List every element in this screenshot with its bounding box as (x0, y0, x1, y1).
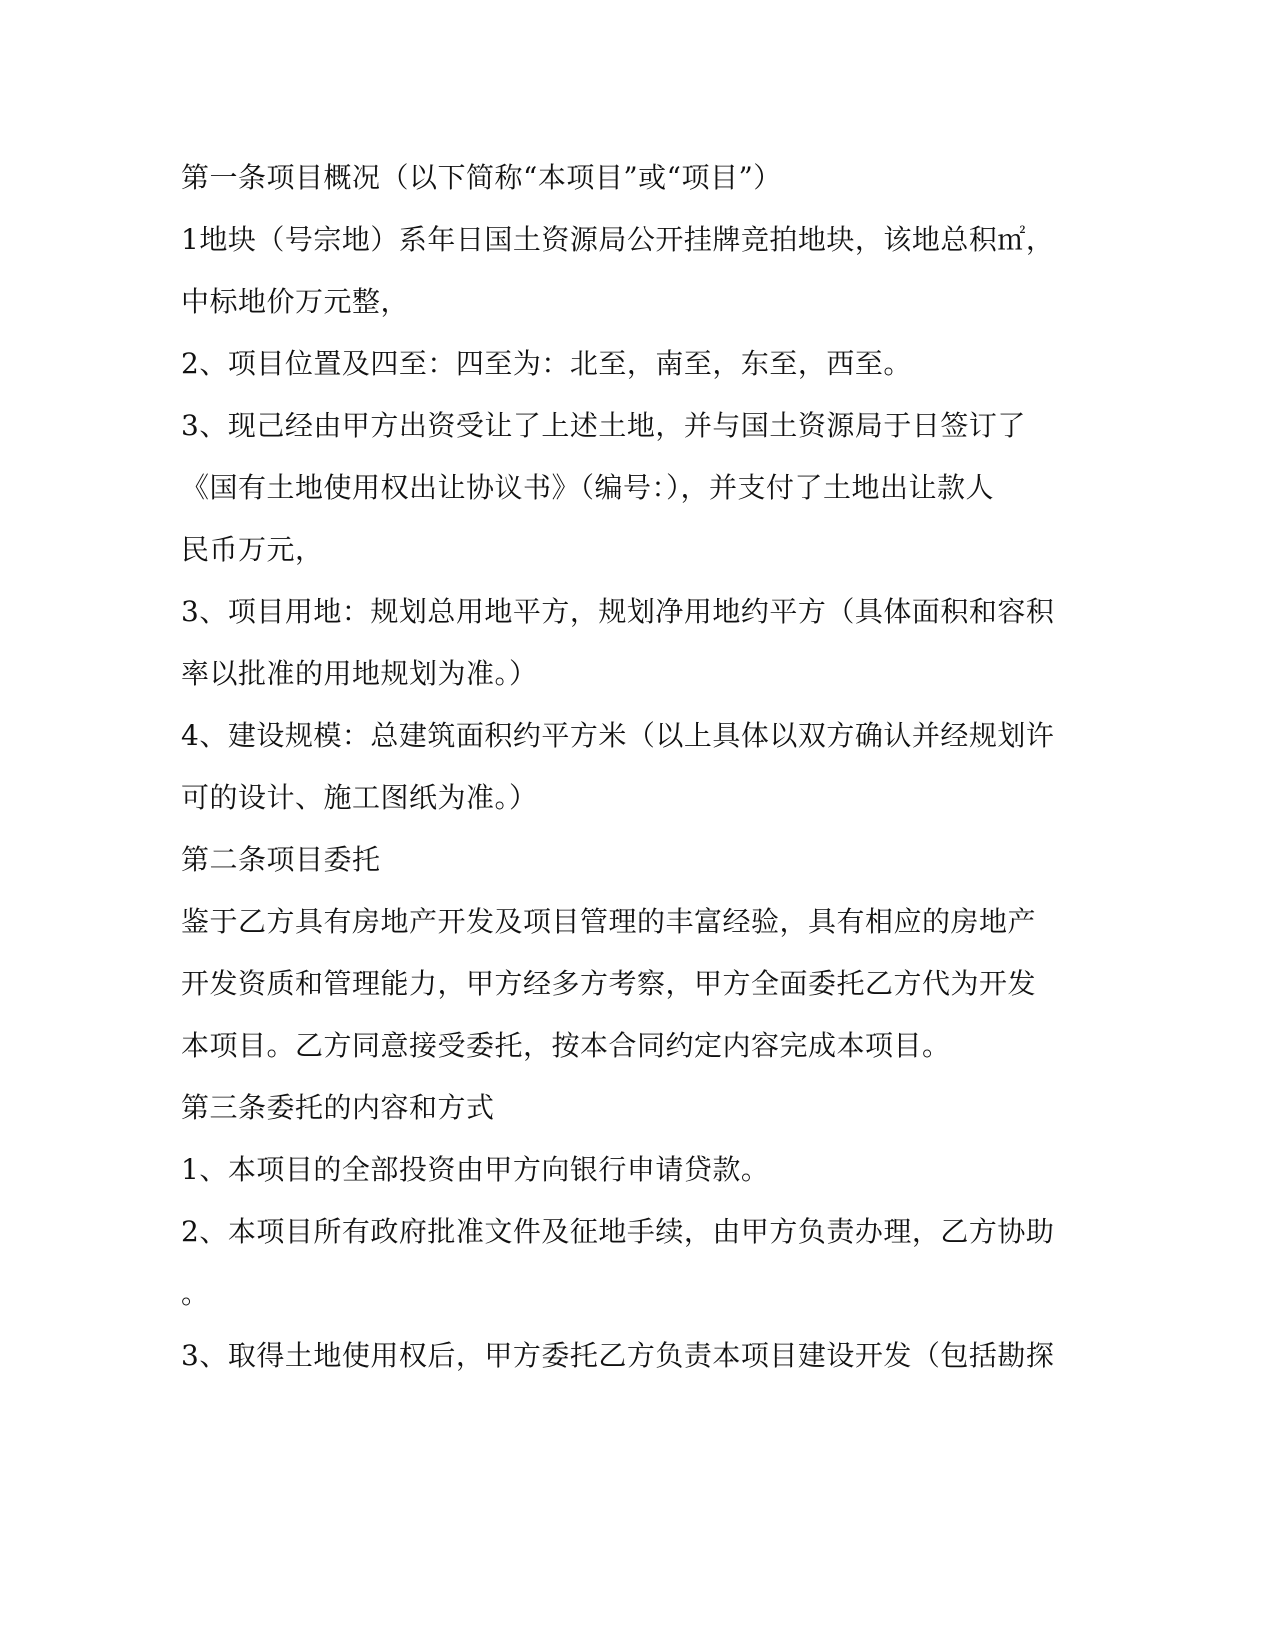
paragraph-line: 。 (181, 1277, 210, 1310)
paragraph-line: 3、取得土地使用权后，甲方委托乙方负责本项目建设开发（包括勘探 (181, 1339, 1055, 1372)
paragraph-line: 4、建设规模：总建筑面积约平方米（以上具体以双方确认并经规划许 (181, 719, 1055, 752)
paragraph-line: 《国有土地使用权出让协议书》（编号：），并支付了土地出让款人 (181, 471, 995, 504)
paragraph-line: 中标地价万元整， (181, 285, 410, 318)
section-2-heading: 第二条项目委托 (181, 843, 381, 876)
paragraph-line: 鉴于乙方具有房地产开发及项目管理的丰富经验，具有相应的房地产 (181, 905, 1037, 938)
section-3-heading: 第三条委托的内容和方式 (181, 1091, 495, 1124)
paragraph-line: 民币万元， (181, 533, 324, 566)
section-1-heading: 第一条项目概况（以下简称“本项目”或“项目”） (181, 161, 782, 194)
paragraph-line: 1、本项目的全部投资由甲方向银行申请贷款。 (181, 1153, 770, 1186)
paragraph-line: 可的设计、施工图纸为准。） (181, 781, 538, 814)
paragraph-line: 3、项目用地：规划总用地平方，规划净用地约平方（具体面积和容积 (181, 595, 1055, 628)
paragraph-line: 率以批准的用地规划为准。） (181, 657, 538, 690)
paragraph-line: 2、项目位置及四至：四至为：北至，南至，东至，西至。 (181, 347, 912, 380)
paragraph-line: 2、本项目所有政府批准文件及征地手续，由甲方负责办理，乙方协助 (181, 1215, 1055, 1248)
paragraph-line: 本项目。乙方同意接受委托，按本合同约定内容完成本项目。 (181, 1029, 951, 1062)
paragraph-line: 3、现己经由甲方出资受让了上述土地，并与国土资源局于日签订了 (181, 409, 1026, 442)
paragraph-line: 开发资质和管理能力，甲方经多方考察，甲方全面委托乙方代为开发 (181, 967, 1037, 1000)
paragraph-line: 1地块（号宗地）系年日国土资源局公开挂牌竞拍地块，该地总积㎡， (181, 223, 1055, 256)
